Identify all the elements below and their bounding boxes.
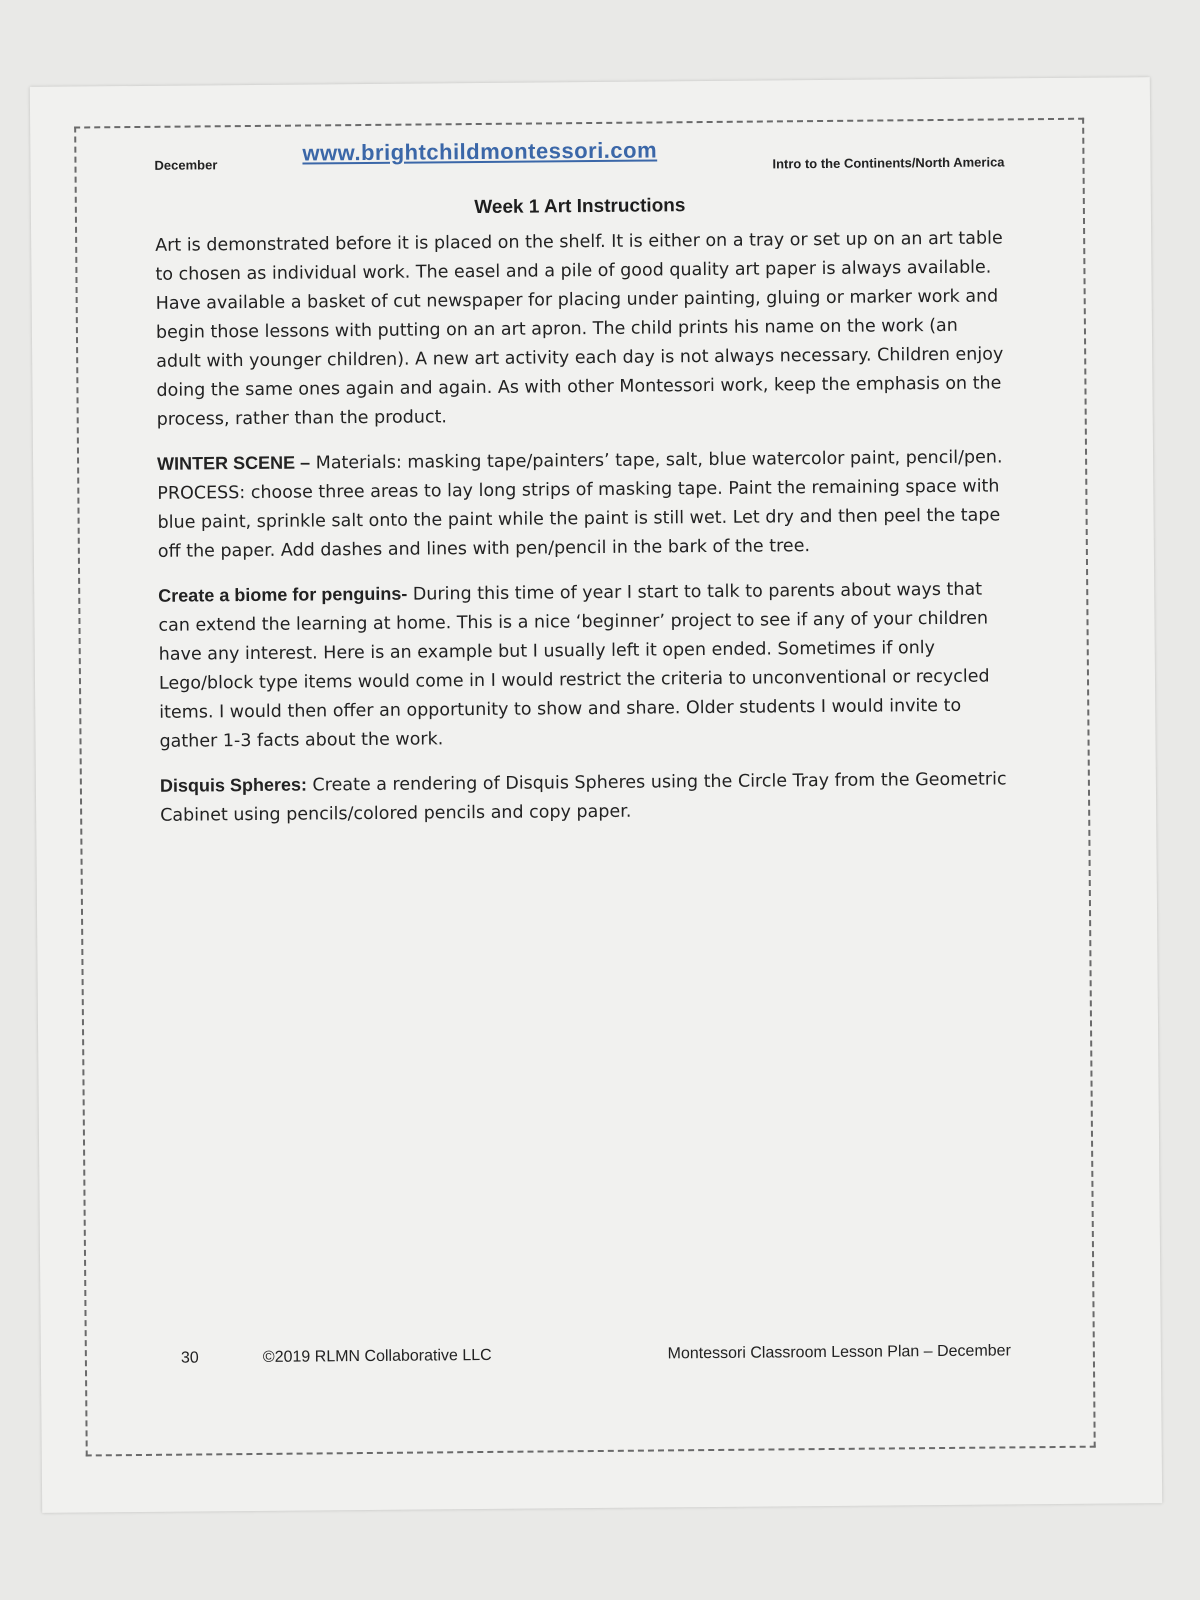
section-penguin-biome [158, 574, 1009, 756]
section-heading: Create a biome for penguins- [158, 583, 408, 606]
section-text: During this time of year I start to talk to parents about ways that can extend the learning at home. This is a nice ‘beginner’ project to see if any of your children have any interest. Here is an example but I usually left it open ended. Sometimes if only Lego/block type items would come in I would restrict the criteria to unconventional or recycled items. I would then offer an opportunity to show and share. Older students I would invite to gather 1-3 facts about the work. [158, 579, 990, 752]
intro-paragraph: Art is demonstrated before it is placed on the shelf. It is either on a tray or set up on an art table to chosen as individual work. The easel and a pile of good quality art paper is always available. Have available a basket of cut newspaper for placing under painting, gluing or marker work and begin those lessons with putting on an art apron. The child prints his name on the work (an adult with younger children). A new art activity each day is not always necessary. Children enjoy doing the same ones again and again. As with other Montessori work, keep the emphasis on the process, rather than the product. [155, 228, 1004, 430]
header-unit: Intro to the Continents/North America [772, 154, 1005, 172]
page-body [155, 224, 1010, 845]
footer-doc-title: Montessori Classroom Lesson Plan – December [667, 1342, 1011, 1363]
section-heading: WINTER SCENE – [157, 452, 311, 474]
section-text: Materials: masking tape/painters’ tape, salt, blue watercolor paint, pencil/pen. PROCESS: choose three areas to lay long strips of masking tape. Paint the remaining space with blue paint, sprinkle salt onto the paint while the paint is still wet. Let dry and then peel the tape off the paper. Add dashes and lines with pen/pencil in the bark of the tree. [157, 447, 1003, 562]
section-heading: Disquis Spheres: [159, 774, 308, 796]
section-disquis-spheres [160, 764, 1010, 830]
page-title: Week 1 Art Instructions [474, 195, 686, 219]
copyright-notice: ©2019 RLMN Collaborative LLC [262, 1346, 492, 1366]
page-header [154, 134, 1004, 181]
section-text: Create a rendering of Disquis Spheres using the Circle Tray from the Geometric Cabinet using pencils/colored pencils and copy paper. [160, 769, 1007, 826]
page-number: 30 [180, 1349, 199, 1367]
section-winter-scene [157, 442, 1008, 566]
header-month: December [154, 157, 218, 173]
header-website-link[interactable]: www.brightchildmontessori.com [302, 137, 658, 166]
paper-sheet [30, 77, 1162, 1513]
